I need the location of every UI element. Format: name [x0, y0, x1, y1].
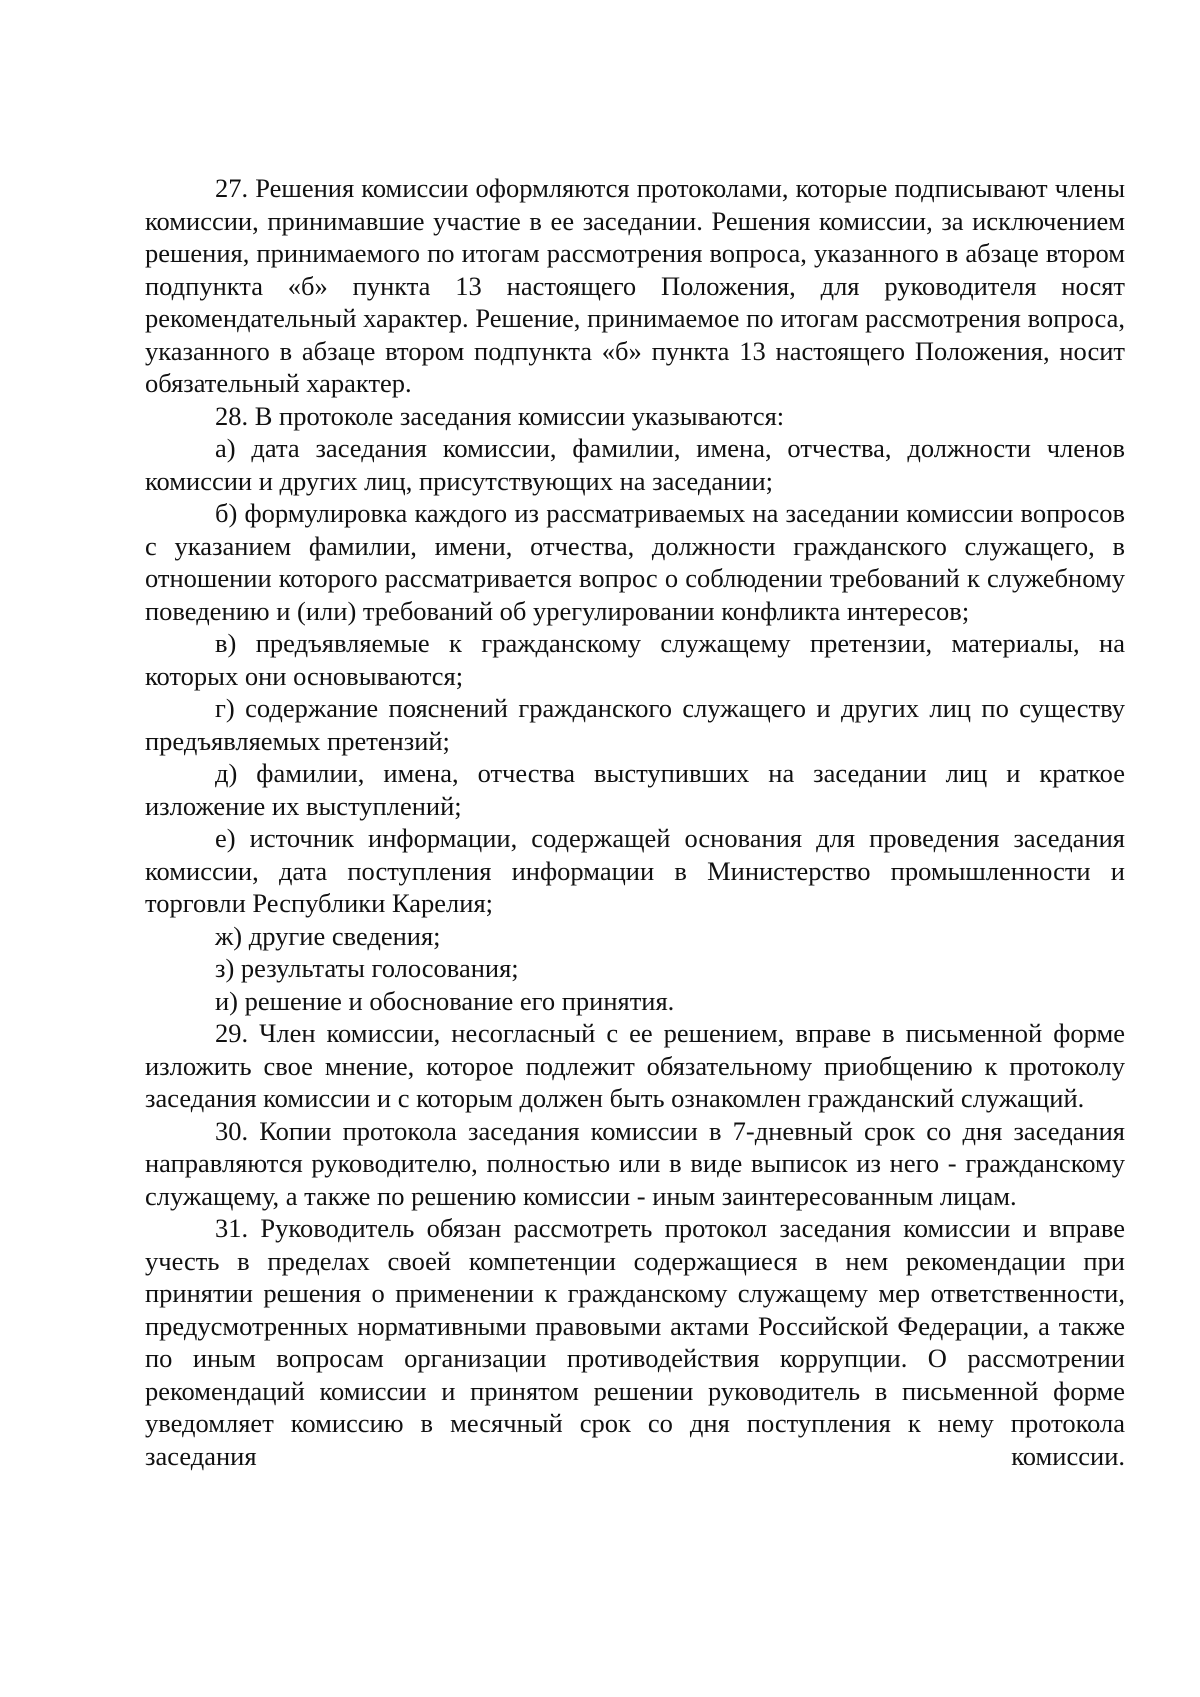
paragraph-28-e: е) источник информации, содержащей основания для проведения заседания комиссии, дата поступления информации в Министерство промышленности и торговли Республики Карелия;: [145, 823, 1125, 918]
paragraph-31: 31. Руководитель обязан рассмотреть протокол заседания комиссии и вправе учесть в пределах своей компетенции содержащиеся в нем рекомендации при принятии решения о применении к гражданскому служащему мер ответственности, предусмотренных нормативными правовыми актами Российской Федерации, а также по иным вопросам организации противодействия коррупции. О рассмотрении рекомендаций комиссии и принятом решении руководитель в письменной форме уведомляет комиссию в месячный срок со дня поступления к нему протокола заседания комиссии.: [145, 1213, 1125, 1471]
document-body: [145, 172, 1125, 1472]
paragraph-27: 27. Решения комиссии оформляются протоколами, которые подписывают члены комиссии, принимавшие участие в ее заседании. Решения комиссии, за исключением решения, принимаемого по итогам рассмотрения вопроса, указанного в абзаце втором подпункта «б» пункта 13 настоящего Положения, для руководителя носят рекомендательный характер. Решение, принимаемое по итогам рассмотрения вопроса, указанного в абзаце втором подпункта «б» пункта 13 настоящего Положения, носит обязательный характер.: [145, 173, 1125, 398]
paragraph-28-zh: ж) другие сведения;: [215, 920, 441, 951]
paragraph-28-v: в) предъявляемые к гражданскому служащему претензии, материалы, на которых они основываются;: [145, 628, 1125, 691]
paragraph-28-a: а) дата заседания комиссии, фамилии, имена, отчества, должности членов комиссии и других лиц, присутствующих на заседании;: [145, 433, 1125, 496]
paragraph-28: 28. В протоколе заседания комиссии указываются:: [215, 400, 785, 431]
paragraph-28-z: з) результаты голосования;: [215, 953, 519, 983]
paragraph-28-g: г) содержание пояснений гражданского служащего и других лиц по существу предъявляемых претензий;: [145, 693, 1125, 756]
paragraph-29: 29. Член комиссии, несогласный с ее решением, вправе в письменной форме изложить свое мнение, которое подлежит обязательному приобщению к протоколу заседания комиссии и с которым должен быть ознакомлен гражданский служащий.: [145, 1018, 1125, 1113]
paragraph-28-d: д) фамилии, имена, отчества выступивших на заседании лиц и краткое изложение их выступлений;: [145, 758, 1125, 821]
paragraph-30: 30. Копии протокола заседания комиссии в 7-дневный срок со дня заседания направляются руководителю, полностью или в виде выписок из него - гражданскому служащему, а также по решению комиссии - иным заинтересованным лицам.: [145, 1115, 1125, 1211]
paragraph-28-i: и) решение и обоснование его принятия.: [215, 985, 675, 1016]
paragraph-28-b: б) формулировка каждого из рассматриваемых на заседании комиссии вопросов с указанием фамилии, имени, отчества, должности гражданского служащего, в отношении которого рассматривается вопрос о соблюдении требований к служебному поведению и (или) требований об урегулировании конфликта интересов;: [145, 498, 1125, 626]
